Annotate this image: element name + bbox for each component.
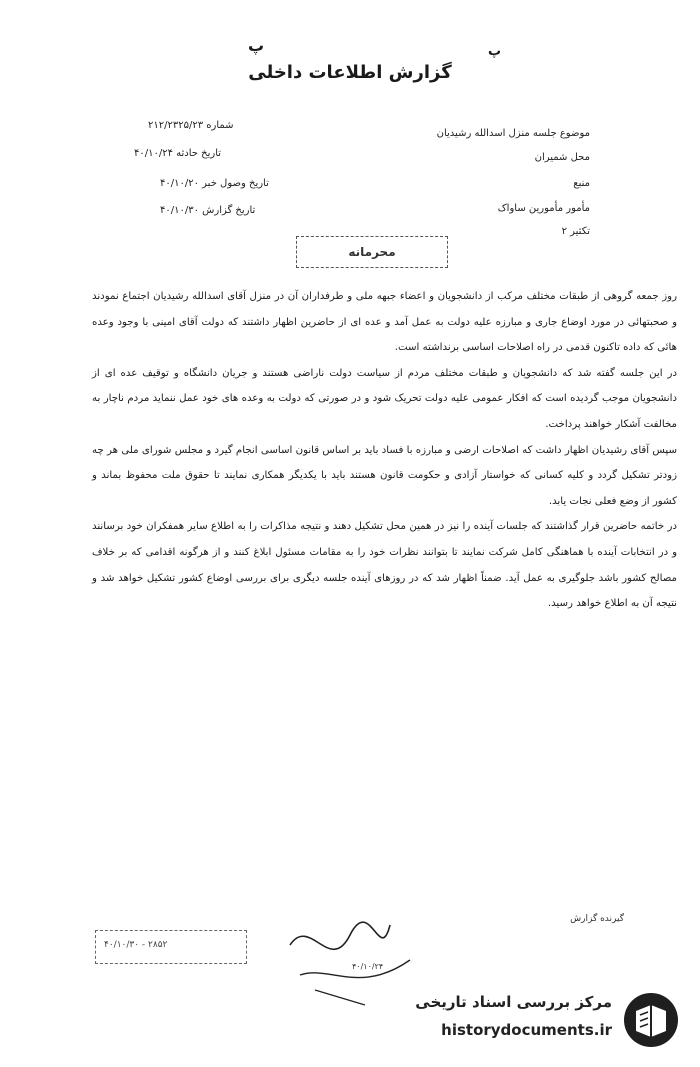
top-mark-right: پ	[488, 44, 502, 59]
body-paragraph: سپس آقای رشیدیان اظهار داشت که اصلاحات ارضی و مبارزه با فساد باید بر اساس قانون اساسی انجام گیرد و مجلس شورای ملی هر چه زودتر تشکیل گردد و کلیه کسانی که خواستار آزادی و حکومت قانون هستند باید با یکدیگر همکاری نمایند تا حقوق ملت محفوظ بماند و کشور از وضع فعلی نجات یابد.	[92, 444, 677, 507]
copies-value: ۲	[561, 226, 567, 237]
top-mark-left: پ	[248, 36, 265, 55]
body-paragraph: در خاتمه حاضرین قرار گذاشتند که جلسات آینده را نیز در همین محل تشکیل دهند و نتیجه مذاکرات را به اطلاع سایر همفکران خود برسانند و در انتخابات آینده با هماهنگی کامل شرکت نمایند تا بتوانند نظرات خود را به مقامات مسئول ابلاغ کنند و از هرگونه اقدامی که بر خلاف مصالح کشور باشد جلوگیری به عمل آید. ضمناً اظهار شد که در روزهای آینده جلسه دیگری برای بررسی اوضاع کشور تشکیل خواهد شد و نتیجه آن به اطلاع خواهد رسید.	[92, 521, 677, 610]
number-value: ۲۱۲/۲۳۲۵/۲۳	[148, 120, 204, 131]
report-date-row	[160, 205, 255, 216]
source-label: منبع	[573, 178, 590, 189]
archive-logo-icon	[622, 991, 680, 1049]
agent-row	[498, 203, 590, 214]
report-date-value: ۴۰/۱۰/۳۰	[160, 205, 199, 216]
copies-row	[562, 226, 590, 237]
sign-date-note: ۴۰/۱۰/۲۴	[352, 962, 384, 971]
agent-label: مأمور	[566, 203, 590, 214]
inform-date-value: ۴۰/۱۰/۲۰	[160, 178, 199, 189]
subject-row	[437, 128, 590, 139]
report-body	[92, 284, 677, 617]
brand-name-fa: مرکز بررسی اسناد تاریخی	[415, 993, 612, 1011]
copies-label: تکثیر	[570, 226, 590, 237]
number-row	[148, 120, 234, 131]
event-date-row	[134, 148, 221, 159]
archive-watermark	[390, 987, 680, 1053]
report-date-label: تاریخ گزارش	[202, 205, 256, 216]
event-date-label: تاریخ حادثه	[176, 148, 222, 159]
event-date-value: ۴۰/۱۰/۲۴	[134, 148, 173, 159]
inform-date-row	[160, 178, 269, 189]
document-title: گزارش اطلاعات داخلی	[248, 62, 452, 83]
place-value: شمیران	[534, 152, 568, 163]
body-paragraph: روز جمعه گروهی از طبقات مختلف مرکب از دانشجویان و اعضاء جبهه ملی و طرفداران آن در منزل آقای اسدالله رشیدیان اجتماع نمودند و صحبتهائی در مورد اوضاع جاری و مبارزه علیه دولت به عمل آمد و عده ای از حاضرین اظهار داشتند که دولت آقای امینی با وجود وعده هائی که داده تاکنون قدمی در راه اصلاحات اساسی برنداشته است.	[92, 291, 677, 354]
subject-label: موضوع	[559, 128, 590, 139]
agent-value: مأمورین ساواک	[497, 203, 564, 214]
place-label: محل	[570, 152, 590, 163]
number-label: شماره	[206, 120, 234, 131]
body-paragraph: در این جلسه گفته شد که دانشجویان و طبقات مختلف مردم از سیاست دولت ناراضی هستند و جریان دانشگاه و توقیف عده ای از دانشجویان موجب گردیده است که افکار عمومی علیه دولت تحریک شود و در صورتی که دولت به وعده های خود عمل ننماید مردم ناچار به مخالفت آشکار خواهند پرداخت.	[92, 367, 677, 430]
confidential-stamp: محرمانه	[296, 236, 448, 268]
inform-date-label: تاریخ وصول خبر	[202, 178, 269, 189]
registry-box-text: ۴۰/۱۰/۳۰ - ۲۸۵۲	[104, 940, 168, 950]
sign-by-label: گیرنده گزارش	[570, 914, 624, 924]
brand-name-en: historydocuments.ir	[441, 1021, 612, 1039]
place-row	[535, 152, 590, 163]
registry-box	[95, 930, 247, 964]
subject-value: جلسه منزل اسدالله رشیدیان	[436, 128, 557, 139]
source-row	[573, 178, 590, 189]
